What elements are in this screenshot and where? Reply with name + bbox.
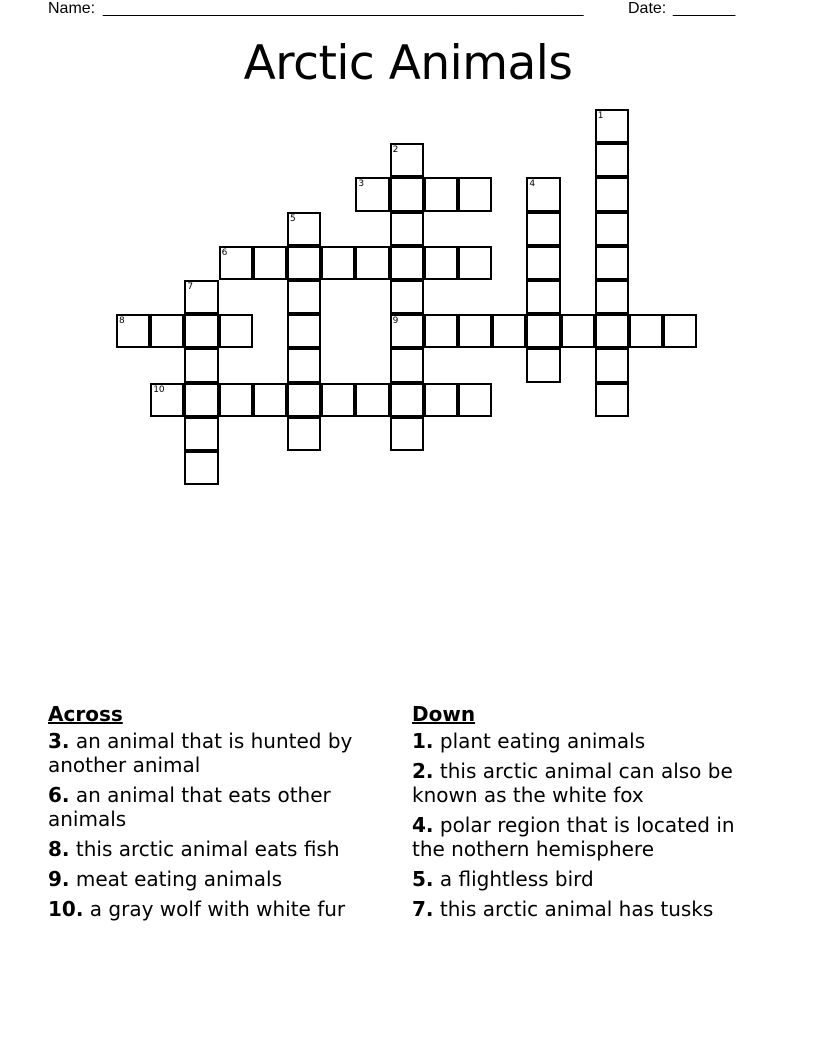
grid-cell[interactable] [355,383,389,417]
grid-cell[interactable] [458,314,492,348]
clue-number: 5. [412,867,434,891]
grid-cell[interactable] [184,314,218,348]
down-heading: Down [412,702,476,726]
clue-down-1 [412,729,752,753]
grid-cell[interactable] [287,212,321,246]
grid-cell[interactable] [526,177,560,211]
page-title: Arctic Animals [243,36,573,91]
clue-number-label: 8 [119,316,125,327]
grid-cell[interactable] [629,314,663,348]
grid-cell[interactable] [253,383,287,417]
grid-cell[interactable] [390,417,424,451]
grid-cell[interactable] [595,348,629,382]
grid-cell[interactable] [595,314,629,348]
grid-cell[interactable] [390,314,424,348]
clue-across-10 [48,897,393,921]
grid-cell[interactable] [321,246,355,280]
clue-text: a gray wolf with white fur [89,897,346,921]
clue-number: 6. [48,783,70,807]
clue-across-3 [48,729,393,777]
clue-text: an animal that eats other animals [48,783,331,831]
clue-text: plant eating animals [439,729,646,753]
grid-cell[interactable] [390,383,424,417]
grid-cell[interactable] [458,177,492,211]
grid-cell[interactable] [595,383,629,417]
grid-cell[interactable] [595,280,629,314]
name-label: Name: [48,0,96,17]
clue-down-5 [412,867,752,891]
grid-cell[interactable] [458,383,492,417]
clue-number-label: 1 [597,111,604,121]
date-field-line[interactable]: _______ [673,0,736,17]
clue-down-7 [412,897,752,921]
grid-cell[interactable] [424,383,458,417]
grid-cell[interactable] [219,246,253,280]
grid-cell[interactable] [526,246,560,280]
grid-cell[interactable] [595,246,629,280]
grid-cell[interactable] [253,246,287,280]
grid-cell[interactable] [219,383,253,417]
grid-cell[interactable] [219,314,253,348]
grid-cell[interactable] [390,348,424,382]
grid-cell[interactable] [184,417,218,451]
clue-number: 8. [48,837,70,861]
grid-cell[interactable] [287,417,321,451]
across-clues [48,702,393,927]
grid-cell[interactable] [595,212,629,246]
grid-cell[interactable] [184,383,218,417]
grid-cell[interactable] [561,314,595,348]
clue-number: 10. [48,897,84,921]
clue-text: this arctic animal has tusks [439,897,714,921]
grid-cell[interactable] [184,348,218,382]
grid-cell[interactable] [595,109,629,143]
grid-cell[interactable] [287,383,321,417]
clue-number-label: 3 [358,179,365,190]
clue-text: this arctic animal can also be known as the white fox [412,759,733,807]
grid-cell[interactable] [184,280,218,314]
clue-across-8 [48,837,393,861]
across-heading: Across [48,702,123,726]
grid-cell[interactable] [595,143,629,177]
clue-number: 9. [48,867,70,891]
clue-number: 3. [48,729,70,753]
clue-number-label: 9 [392,316,399,327]
name-field-line[interactable]: ______________________________________________________ [103,0,584,17]
clue-text: this arctic animal eats fish [75,837,340,861]
clue-number-label: 7 [187,282,194,292]
grid-cell[interactable] [150,314,184,348]
grid-cell[interactable] [424,177,458,211]
clue-number-label: 4 [529,179,536,190]
grid-cell[interactable] [526,212,560,246]
date-label: Date: [628,0,667,17]
grid-cell[interactable] [287,280,321,314]
grid-cell[interactable] [458,246,492,280]
grid-cell[interactable] [595,177,629,211]
grid-cell[interactable] [526,348,560,382]
grid-cell[interactable] [492,314,526,348]
grid-cell[interactable] [390,212,424,246]
down-clues [412,702,752,927]
clue-text: an animal that is hunted by another animal [48,729,353,777]
grid-cell[interactable] [526,280,560,314]
grid-cell[interactable] [390,177,424,211]
clue-across-9 [48,867,393,891]
grid-cell[interactable] [526,314,560,348]
clue-number-label: 2 [392,145,399,156]
grid-cell[interactable] [116,314,150,348]
clue-across-6 [48,783,393,831]
clue-number-label: 6 [221,247,228,258]
clue-number: 4. [412,813,434,837]
clue-text: a flightless bird [439,867,594,891]
clue-number: 2. [412,759,434,783]
grid-cell[interactable] [390,246,424,280]
grid-cell[interactable] [150,383,184,417]
grid-cell[interactable] [287,348,321,382]
grid-cell[interactable] [424,246,458,280]
grid-cell[interactable] [287,314,321,348]
grid-cell[interactable] [424,314,458,348]
crossword-grid [0,0,816,520]
clue-number: 7. [412,897,434,921]
clue-down-2 [412,759,752,807]
clue-number-label: 10 [153,384,165,395]
clue-down-4 [412,813,752,861]
grid-cell[interactable] [184,451,218,485]
grid-cell[interactable] [663,314,697,348]
grid-cell[interactable] [390,143,424,177]
grid-cell[interactable] [287,246,321,280]
grid-cell[interactable] [355,177,389,211]
clue-text: meat eating animals [75,867,283,891]
clue-number: 1. [412,729,434,753]
clue-text: polar region that is located in the nothern hemisphere [412,813,735,861]
clue-number-label: 5 [290,213,296,224]
grid-cell[interactable] [355,246,389,280]
grid-cell[interactable] [321,383,355,417]
grid-cell[interactable] [390,280,424,314]
